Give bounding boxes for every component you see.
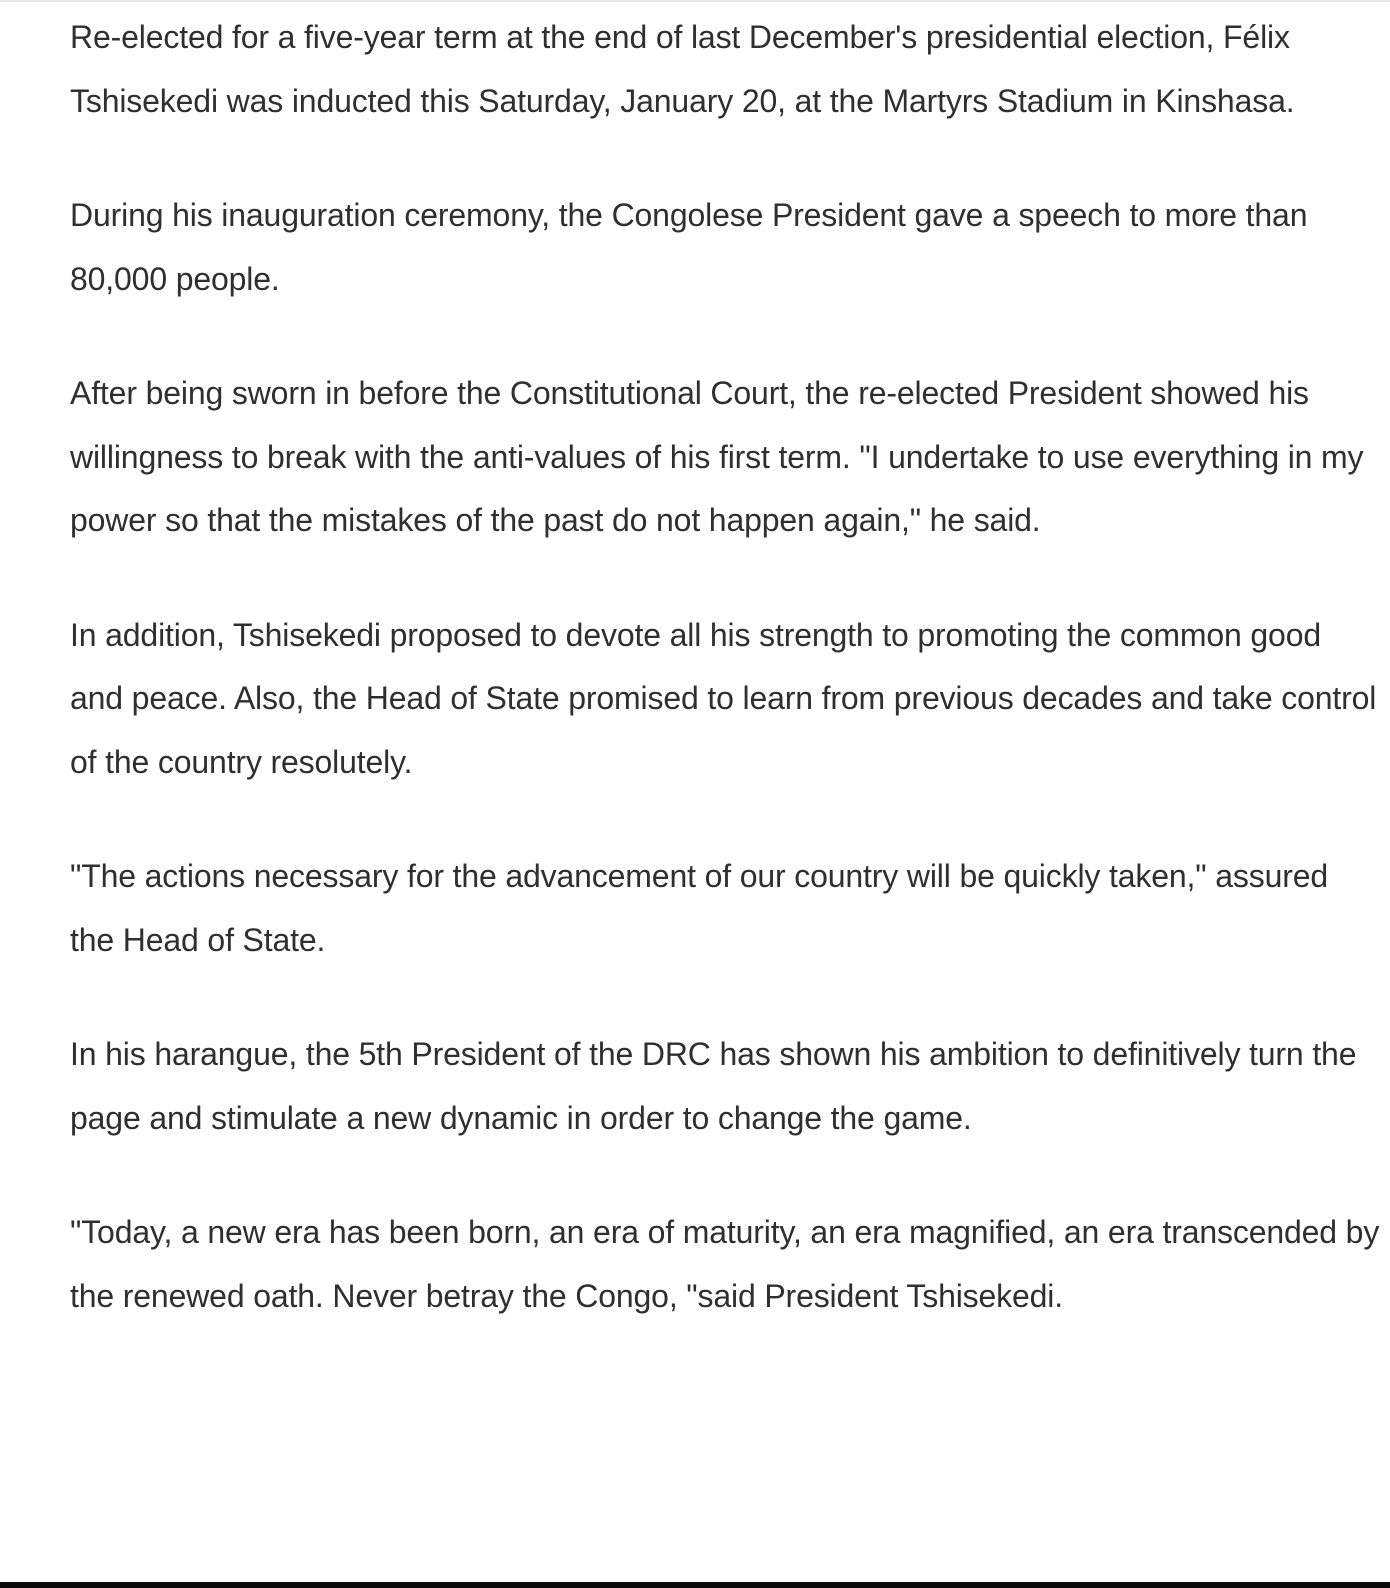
paragraph: In his harangue, the 5th President of the DRC has shown his ambition to definitively turn the page and stimulate a new dynamic in order to change the game.	[70, 1036, 1357, 1136]
paragraph: In addition, Tshisekedi proposed to devote all his strength to promoting the common good and peace. Also, the Head of State promised to learn from previous decades and take control of the country resolutely.	[70, 616, 1377, 780]
article-body	[70, 6, 1380, 1379]
paragraph: Re-elected for a five-year term at the end of last December's presidential election, Félix Tshisekedi was inducted this Saturday, January 20, at the Martyrs Stadium in Kinshasa.	[70, 19, 1295, 119]
paragraph: During his inauguration ceremony, the Congolese President gave a speech to more than 80,000 people.	[70, 197, 1308, 297]
paragraph: After being sworn in before the Constitutional Court, the re-elected President showed his willingness to break with the anti-values of his first term. "I undertake to use everything in my power so that the mistakes of the past do not happen again," he said.	[70, 375, 1364, 538]
top-divider	[0, 0, 1390, 2]
paragraph: "The actions necessary for the advancement of our country will be quickly taken," assured the Head of State.	[70, 858, 1329, 958]
bottom-bar	[0, 1582, 1390, 1588]
paragraph: "Today, a new era has been born, an era of maturity, an era magnified, an era transcended by the renewed oath. Never betray the Congo, "said President Tshisekedi.	[70, 1214, 1380, 1314]
